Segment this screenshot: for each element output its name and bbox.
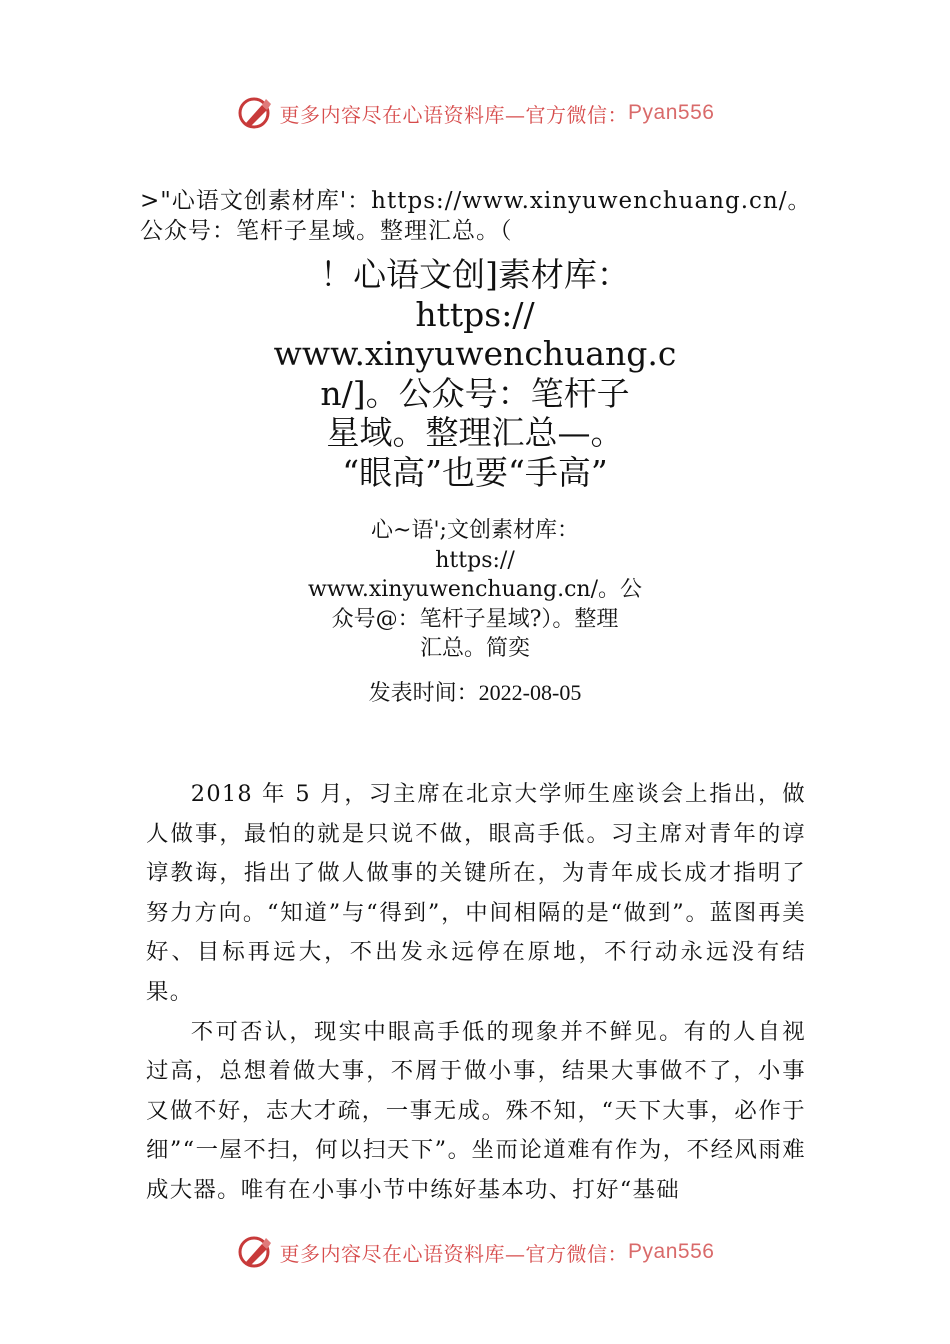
pen-nib-seal-icon <box>236 93 276 133</box>
source-prefix: >"心语文创素材库'：https://www.xinyuwenchuang.cn/。公众号：笔杆子星域。整理汇总。（ <box>140 188 812 244</box>
publish-date <box>0 678 950 709</box>
banner-wechat-id: Pyan556 <box>628 1240 715 1263</box>
title-line: 星域。整理汇总—。 <box>326 413 624 452</box>
banner-wechat-id: Pyan556 <box>628 101 715 124</box>
banner-text: 更多内容尽在心语资料库—官方微信： <box>279 1241 629 1266</box>
article-subtitle <box>260 516 690 664</box>
subtitle-line: www.xinyuwenchuang.cn/。公 <box>307 577 643 602</box>
bottom-banner <box>0 1232 950 1272</box>
pen-nib-seal-icon <box>236 1232 276 1272</box>
subtitle-line: https:// <box>435 547 515 573</box>
subtitle-line: 心~语';文创素材库： <box>371 518 579 543</box>
title-line: www.xinyuwenchuang.c <box>273 334 677 373</box>
publish-date-value: 2022-08-05 <box>478 680 582 705</box>
subtitle-line: 众号@：笔杆子星域?）。整理 <box>331 606 619 632</box>
publish-label: 发表时间： <box>368 681 479 706</box>
title-line: ！心语文创]素材库： <box>320 255 630 294</box>
top-banner <box>0 93 950 133</box>
banner-text: 更多内容尽在心语资料库—官方微信： <box>279 102 629 127</box>
subtitle-line: 汇总。简奕 <box>419 636 530 661</box>
body-paragraph: 2018 年 5 月，习主席在北京大学师生座谈会上指出，做人做事，最怕的就是只说不做，眼高手低。习主席对青年的谆谆教诲，指出了做人做事的关键所在，为青年成长成才指明了努力方向。“知道”与“得到”，中间相隔的是“做到”。蓝图再美好、目标再远大，不出发永远停在原地，不行动永远没有结果。 <box>146 781 806 1005</box>
body-paragraph: 不可否认，现实中眼高手低的现象并不鲜见。有的人自视过高，总想着做大事，不屑于做小事，结果大事做不了，小事又做不好，志大才疏，一事无成。殊不知，“天下大事，必作于细”“一屋不扫，何以扫天下”。坐而论道难有作为，不经风雨难成大器。唯有在小事小节中练好基本功、打好“基础 <box>146 1018 806 1203</box>
article-title <box>225 255 725 492</box>
title-line: https:// <box>415 294 535 334</box>
article-body <box>146 775 806 1211</box>
title-line: n/]。公众号：笔杆子 <box>320 373 630 413</box>
title-line: “眼高”也要“手高” <box>342 452 608 492</box>
